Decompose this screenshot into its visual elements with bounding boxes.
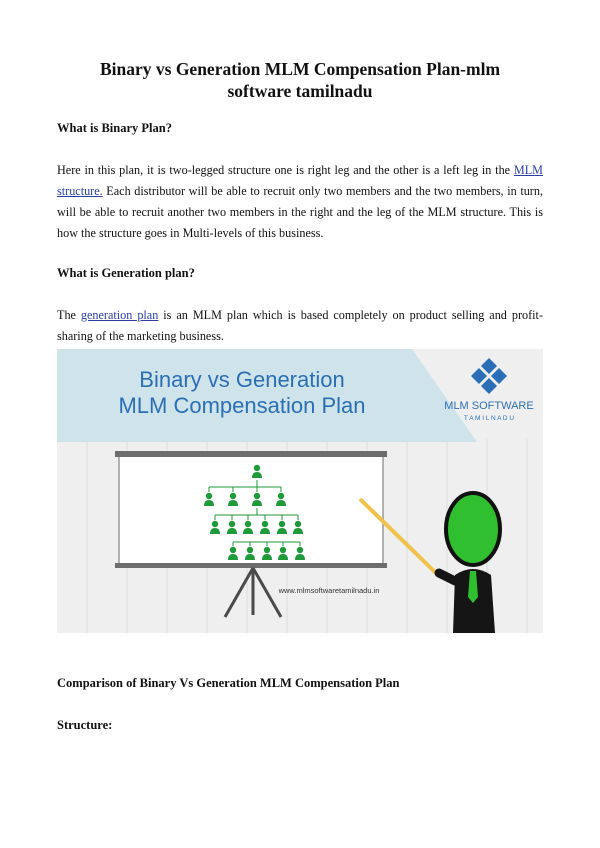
mlm-structure-link[interactable]: MLM structure. <box>57 163 543 198</box>
paragraph-text: is an MLM plan which is based completely on product selling and profit-sharing of the marketing business. <box>57 308 544 343</box>
paragraph-text: Each distributor will be able to recruit only two members and the two members, in turn, will be able to recruit another two members in the right and the leg of the MLM structure. This is how the structure goes in Multi-levels of this business. <box>57 184 543 240</box>
paragraph-generation-plan <box>57 305 543 347</box>
paragraph-text: The <box>57 308 81 322</box>
heading-comparison: Comparison of Binary Vs Generation MLM Compensation Plan <box>57 676 400 690</box>
title-line-2: software tamilnadu <box>227 81 373 101</box>
heading-binary-plan: What is Binary Plan? <box>57 121 172 135</box>
heading-structure: Structure: <box>57 718 113 732</box>
title-line-1: Binary vs Generation MLM Compensation Plan-mlm <box>99 59 501 79</box>
logo-text: MLM SOFTWARE <box>444 400 534 412</box>
banner-url: www.mlmsoftwaretamilnadu.in <box>278 586 380 595</box>
document-title <box>60 58 540 102</box>
banner-headline-1: Binary vs Generation <box>139 367 345 392</box>
paragraph-binary-plan <box>57 160 543 244</box>
heading-generation-plan: What is Generation plan? <box>57 266 195 280</box>
paragraph-text: Here in this plan, it is two-legged structure one is right leg and the other is a left leg in the <box>57 163 514 177</box>
banner-headline-2: MLM Compensation Plan <box>118 393 366 418</box>
generation-plan-link[interactable]: generation plan <box>80 308 159 322</box>
banner-image <box>57 349 543 633</box>
logo-subtext: T A M I L N A D U <box>463 415 515 422</box>
